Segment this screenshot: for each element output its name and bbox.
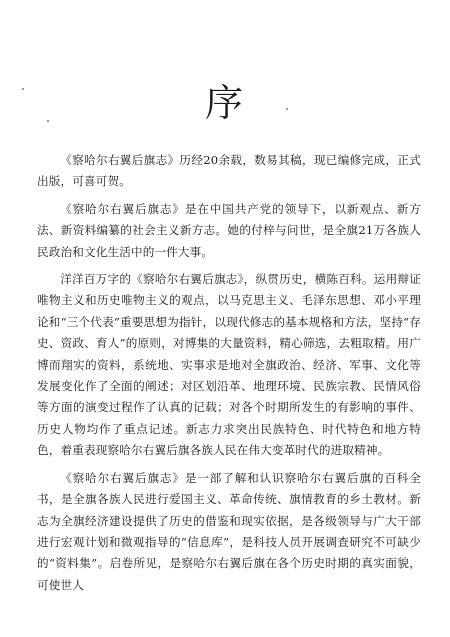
preface-body [37,150,421,602]
page-title: 序 [204,81,245,126]
paragraph-4: 《察哈尔右翼后旗志》是一部了解和认识察哈尔右翼后旗的百科全书，是全旗各族人民进行爱国主义、革命传统、旗情教育的乡土教材。新志为全旗经济建设提供了历史的借鉴和现实依据，是各级领导与广大干部进行宏观计划和微观指导的“信息库”，是科技人员开展调查研究不可缺少的“资料集”。启卷所见，是察哈尔右翼后旗在各个历史时期的真实面貌，可使世人 [37,470,421,592]
paragraph-2: 《察哈尔右翼后旗志》是在中国共产党的领导下，以新观点、新方法、新资料编纂的社会主义新方志。她的付梓与问世，是全旗21万各族人民政治和文化生活中的一件大事。 [37,201,421,259]
paragraph-3: 洋洋百万字的《察哈尔右翼后旗志》，纵贯历史，横陈百科。运用辩证唯物主义和历史唯物主义的观点，以马克思主义、毛泽东思想、邓小平理论和“三个代表”重要思想为指针，以现代修志的基本规格和方法，坚持“存史、资政、育人”的原则，对博集的大量资料，精心筛选，去粗取精。用广博而翔实的资料，系统地、实事求是地对全旗政治、经济、军事、文化等发展变化作了全面的阐述；对区划沿革、地理环境、民族宗教、民情风俗等方面的演变过程作了认真的记载；对各个时期所发生的有影响的事件、历史人物均作了重点记述。新志力求突出民族特色、时代特色和地方特色，着重表现察哈尔右翼后旗各族人民在伟大变革时代的进取精神。 [37,272,421,458]
paragraph-1: 《察哈尔右翼后旗志》历经20余载，数易其稿，现已编修完成，正式出版，可喜可贺。 [37,153,421,189]
